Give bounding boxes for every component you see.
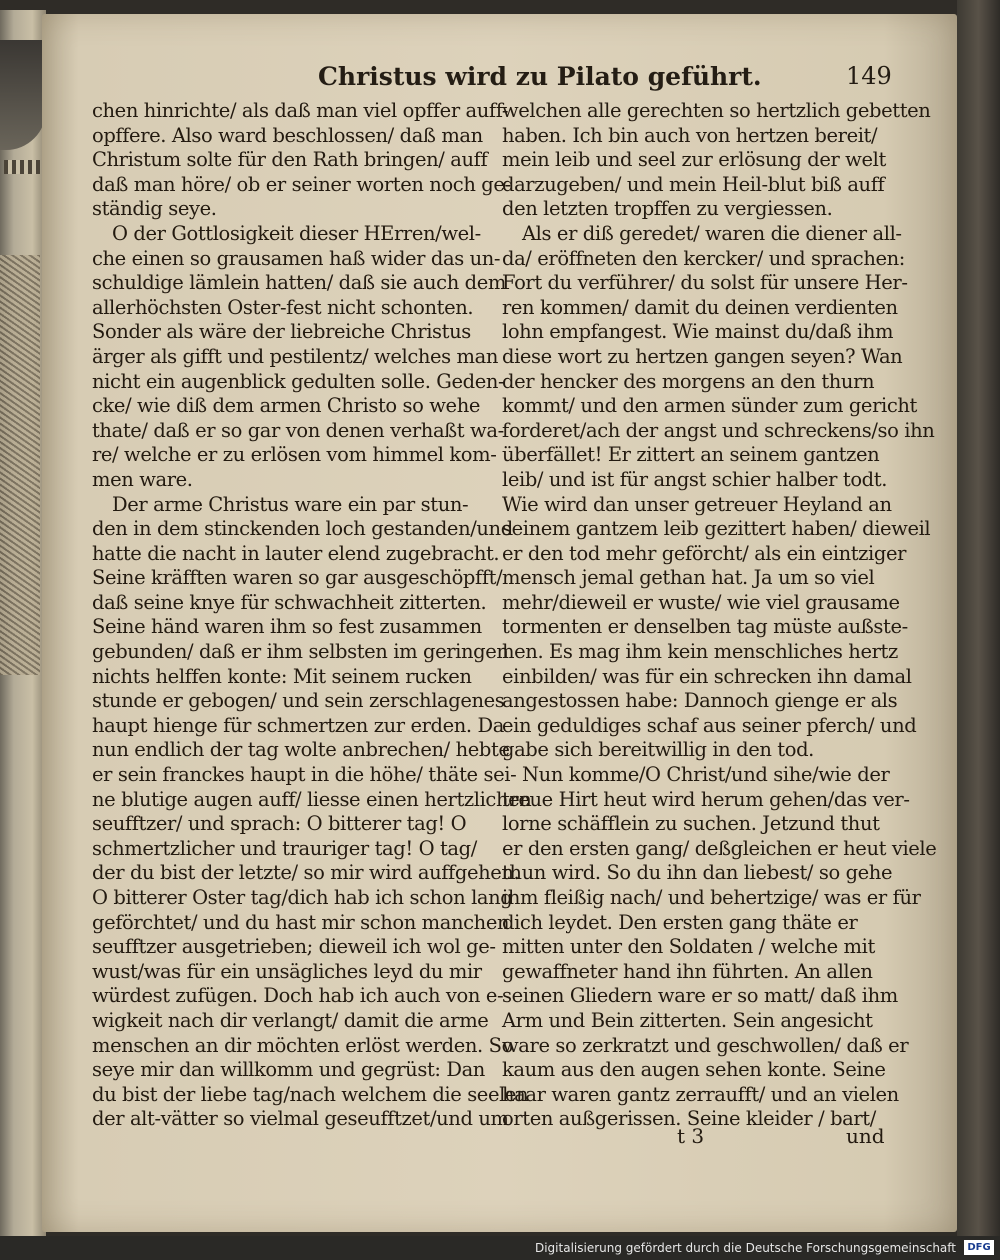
text-line: wust/was für ein unsägliches leyd du mir [92,959,482,983]
text-line: seye mir dan willkomm und gegrüst: Dan [92,1058,485,1082]
text-line: daß seine knye für schwachheit zitterten. [92,590,487,614]
text-line: O der Gottlosigkeit dieser HErren/wel- [112,221,481,245]
text-line: seufftzer/ und sprach: O bitterer tag! O [92,812,467,836]
text-line: hen. Es mag ihm kein menschliches hertz [502,640,898,664]
page-number: 149 [846,62,892,90]
catchword: und [846,1124,885,1148]
text-line: haupt hienge für schmertzen zur erden. Da [92,713,504,737]
text-line: diese wort zu hertzen gangen seyen? Wan [502,344,903,368]
text-line: stunde er gebogen/ und sein zerschlagenes [92,689,505,713]
text-line: der hencker des morgens an den thurn [502,369,875,393]
text-line: menschen an dir möchten erlöst werden. So [92,1033,513,1057]
text-line: gewaffneter hand ihn führten. An allen [502,959,873,983]
text-line: haar waren gantz zerraufft/ und an vielen [502,1082,899,1106]
signature-mark: t 3 [677,1124,705,1148]
text-line: ware so zerkratzt und geschwollen/ daß er [502,1033,909,1057]
text-line: men ware. [92,467,193,491]
text-line: darzugeben/ und mein Heil-blut biß auff [502,172,885,196]
text-line: er den tod mehr geförcht/ als ein eintziger [502,541,907,565]
footer-bar [0,1236,1000,1260]
text-line: gabe sich bereitwillig in den tod. [502,738,814,762]
text-line: kommt/ und den armen sünder zum gericht [502,394,917,418]
text-line: hatte die nacht in lauter elend zugebracht. [92,541,500,565]
text-line: geförchtet/ und du hast mir schon manchen [92,910,510,934]
adjacent-page-edge [0,10,46,1236]
text-line: ein geduldiges schaf aus seiner pferch/ und [502,713,917,737]
text-line: orten außgerissen. Seine kleider / bart/ [502,1107,876,1131]
text-line: dich leydet. Den ersten gang thäte er [502,910,858,934]
text-line: lohn empfangest. Wie mainst du/daß ihm [502,320,894,344]
text-line: ne blutige augen auff/ liesse einen hertzlichen [92,787,532,811]
text-line: er den ersten gang/ deßgleichen er heut viele [502,836,937,860]
text-line: Seine händ waren ihm so fest zusammen [92,615,482,639]
text-line: gebunden/ daß er ihm selbsten im geringen [92,640,509,664]
text-line: Als er diß geredet/ waren die diener all- [522,221,902,245]
text-line: kaum aus den augen sehen konte. Seine [502,1058,886,1082]
text-line: Wie wird dan unser getreuer Heyland an [502,492,892,516]
text-line: der du bist der letzte/ so mir wird auffgehen. [92,861,520,885]
page-curl [0,40,46,150]
text-line: leib/ und ist für angst schier halber todt. [502,467,887,491]
text-line: angestossen habe: Dannoch gienge er als [502,689,898,713]
text-line: mehr/dieweil er wuste/ wie viel grausame [502,590,900,614]
text-line: haben. Ich bin auch von hertzen bereit/ [502,123,878,147]
dfg-logo: DFG [964,1240,994,1255]
text-line: schmertzlicher und trauriger tag! O tag/ [92,836,477,860]
text-line: allerhöchsten Oster-fest nicht schonten. [92,295,474,319]
text-line: mensch jemal gethan hat. Ja um so viel [502,566,875,590]
ornament-strip [4,160,40,174]
text-line: welchen alle gerechten so hertzlich gebetten [502,99,931,122]
left-text-column [92,99,532,1132]
text-line: forderet/ach der angst und schreckens/so ihn [502,418,935,442]
text-line: Fort du verführer/ du solst für unsere Her- [502,271,908,295]
text-line: ren kommen/ damit du deinen verdienten [502,295,898,319]
text-line: mein leib und seel zur erlösung der welt [502,148,886,172]
text-line: einbilden/ was für ein schrecken ihn damal [502,664,912,688]
funding-credit: Digitalisierung gefördert durch die Deutsche Forschungsgemeinschaft [534,1241,956,1255]
text-line: nichts helffen konte: Mit seinem rucken [92,664,472,688]
text-line: da/ eröffneten den kercker/ und sprachen: [502,246,905,270]
text-line: ihm fleißig nach/ und behertzige/ was er für [502,886,921,909]
text-line: lorne schäfflein zu suchen. Jetzund thut [502,812,880,836]
text-line: treue Hirt heut wird herum gehen/das ver- [502,787,910,811]
text-line: ärger als gifft und pestilentz/ welches man [92,344,499,368]
text-line: wigkeit nach dir verlangt/ damit die arme [92,1008,489,1032]
text-line: Sonder als wäre der liebreiche Christus [92,320,471,344]
text-line: Seine kräfften waren so gar ausgeschöpfft/ [92,566,503,590]
text-line: schuldige lämlein hatten/ daß sie auch dem [92,271,506,295]
text-line: den letzten tropffen zu vergiessen. [502,197,833,221]
text-line: seinem gantzem leib gezittert haben/ dieweil [502,517,931,541]
text-line: der alt-vätter so vielmal geseufftzet/und um [92,1107,509,1131]
text-line: Der arme Christus ware ein par stun- [112,492,469,516]
text-line: seufftzer ausgetrieben; dieweil ich wol ge- [92,935,496,959]
text-line: opffere. Also ward beschlossen/ daß man [92,123,483,147]
text-line: re/ welche er zu erlösen vom himmel kom- [92,443,497,467]
text-line: Arm und Bein zitterten. Sein angesicht [502,1008,873,1032]
text-line: daß man höre/ ob er seiner worten noch ge- [92,172,511,196]
text-line: seinen Gliedern ware er so matt/ daß ihm [502,984,898,1008]
text-line: den in dem stinckenden loch gestanden/und [92,517,513,541]
text-line: er sein franckes haupt in die höhe/ thäte sei- [92,763,517,787]
text-line: mitten unter den Soldaten / welche mit [502,935,875,959]
text-line: tormenten er denselben tag müste außste- [502,615,908,639]
text-line: du bist der liebe tag/nach welchem die seelen [92,1082,529,1106]
text-line: überfället! Er zittert an seinem gantzen [502,443,880,467]
text-line: O bitterer Oster tag/dich hab ich schon lang [92,886,513,909]
book-edge [957,0,1000,1236]
running-head: Christus wird zu Pilato geführt. [318,62,762,91]
text-line: Christum solte für den Rath bringen/ auff [92,148,488,172]
text-line: chen hinrichte/ als daß man viel opffer auff- [92,99,509,122]
right-text-column [502,99,937,1132]
text-line: che einen so grausamen haß wider das un- [92,246,501,270]
engraving-fragment [0,255,40,675]
text-line: thun wird. So du ihn dan liebest/ so gehe [502,861,893,885]
text-line: nun endlich der tag wolte anbrechen/ hebte [92,738,510,762]
text-line: thate/ daß er so gar von denen verhaßt wa- [92,418,504,442]
text-line: würdest zufügen. Doch hab ich auch von e- [92,984,504,1008]
text-line: Nun komme/O Christ/und sihe/wie der [522,763,890,787]
text-line: cke/ wie diß dem armen Christo so wehe [92,394,480,418]
text-line: nicht ein augenblick gedulten solle. Geden- [92,369,505,393]
text-line: ständig seye. [92,197,217,221]
